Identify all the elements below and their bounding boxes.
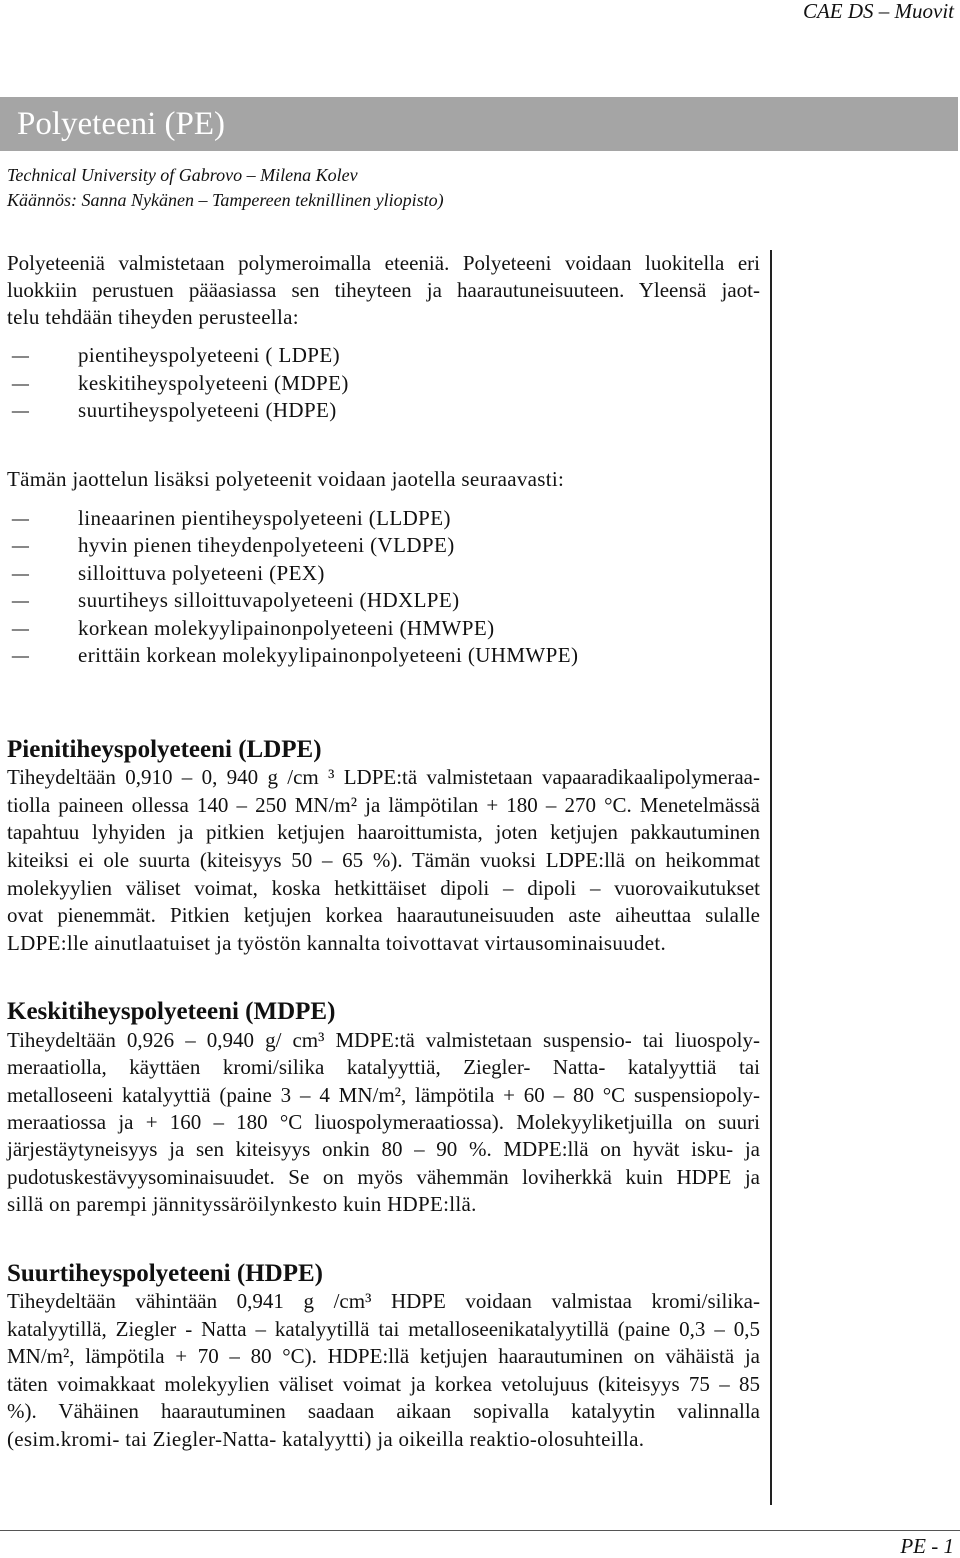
list-item-text: silloittuva polyeteeni (PEX) xyxy=(78,560,325,585)
hdpe-line: täten voimakkaat molekyylien väliset voimat ja korkea vetolujuus (kiteisyys 75 – 85 xyxy=(7,1371,760,1396)
mdpe-line: järjestäytyneisyys ja sen kiteisyys onkin 80 – 90 %. MDPE:llä on hyvät isku- ja xyxy=(7,1137,760,1162)
list-dash: – xyxy=(12,533,29,558)
list-item-text: hyvin pienen tiheydenpolyeteeni (VLDPE) xyxy=(78,533,455,558)
page-number: PE - 1 xyxy=(900,1534,954,1558)
list-dash: – xyxy=(12,642,29,667)
ldpe-paragraph xyxy=(7,764,760,958)
list-dash: – xyxy=(12,615,29,640)
intro-line: telu tehdään tiheyden perusteella: xyxy=(7,305,299,329)
list-item-text: suurtiheys silloittuvapolyeteeni (HDXLPE) xyxy=(78,588,460,613)
section-heading-mdpe: Keskitiheyspolyeteeni (MDPE) xyxy=(7,998,336,1025)
intro-line: luokkiin perustuen pääasiassa sen tiheyteen ja haarautuneisuuteen. Yleensä jaot- xyxy=(7,278,760,302)
mdpe-line: meraatiolla, käyttäen kromi/silika katalyyttiä, Ziegler- Natta- katalyyttiä tai xyxy=(7,1055,760,1080)
list-item xyxy=(12,397,752,425)
hdpe-line: (esim.kromi- tai Ziegler-Natta- katalyytti) ja oikeilla reaktio-olosuhteilla. xyxy=(7,1426,645,1451)
ldpe-line: tiolla paineen ollessa 140 – 250 MN/m² ja lämpötilan + 180 – 270 °C. Menetelmässä xyxy=(7,792,760,817)
section-heading-ldpe: Pienitiheyspolyeteeni (LDPE) xyxy=(7,736,322,763)
intro-paragraph xyxy=(7,250,760,331)
mdpe-line: metalloseeni katalyyttiä (paine 3 – 4 MN/m², lämpötila + 60 – 80 °C suspensiopoly- xyxy=(7,1082,760,1107)
hdpe-line: %). Vähäinen haarautuminen saadaan aikaan sopivalla katalyytin valinnalla xyxy=(7,1399,760,1424)
list-item-text: keskitiheyspolyeteeni (MDPE) xyxy=(78,370,349,395)
list-dash: – xyxy=(12,588,29,613)
mdpe-line: sillä on parempi jännityssäröilynkesto kuin HDPE:llä. xyxy=(7,1191,477,1216)
list-dash: – xyxy=(12,370,29,395)
mdpe-line: Tiheydeltään 0,926 – 0,940 g/ cm³ MDPE:tä valmistetaan suspensio- tai liuospoly- xyxy=(7,1028,760,1052)
list-item-text: erittäin korkean molekyylipainonpolyeteeni (UHMWPE) xyxy=(78,642,579,667)
intro-line: Polyeteeniä valmistetaan polymeroimalla eteeniä. Polyeteeni voidaan luokitella eri xyxy=(7,251,760,275)
ldpe-line: kiteiksi ei ole suurta (kiteisyys 50 – 65 %). Tämän vuoksi LDPE:llä on heikommat xyxy=(7,847,760,872)
more-types-intro-line: Tämän jaottelun lisäksi polyeteenit voidaan jaotella seuraavasti: xyxy=(7,467,565,491)
more-types-intro xyxy=(7,466,760,493)
density-type-list xyxy=(12,342,752,425)
list-dash: – xyxy=(12,343,29,367)
hdpe-line: Tiheydeltään vähintään 0,941 g /cm³ HDPE voidaan valmistaa kromi/silika- xyxy=(7,1289,760,1313)
mdpe-line: pudotuskestävyysominaisuudet. Se on myös vähemmän loviherkkä kuin HDPE ja xyxy=(7,1164,760,1189)
mdpe-line: meraatiossa ja + 160 – 180 °C liuospolymeraatiossa). Molekyyliketjuilla on suuri xyxy=(7,1109,760,1134)
list-item xyxy=(12,342,752,370)
list-dash: – xyxy=(12,560,29,585)
list-item xyxy=(12,642,752,669)
mdpe-paragraph xyxy=(7,1027,760,1218)
list-item-text: lineaarinen pientiheyspolyeteeni (LLDPE) xyxy=(78,506,451,530)
list-item-text: pientiheyspolyeteeni ( LDPE) xyxy=(78,343,340,367)
ldpe-line: tapahtuu lyhyiden ja pitkien ketjujen haaroittumista, joten ketjujen pakkautuminen xyxy=(7,820,760,845)
hdpe-line: katalyytillä, Ziegler - Natta – katalyytillä tai metalloseenikatalyytillä (paine 0,3 – 0,5 xyxy=(7,1316,760,1341)
list-item xyxy=(12,560,752,587)
ldpe-line: molekyylien väliset voimat, koska hetkittäiset dipoli – dipoli – vuorovaikutukset xyxy=(7,875,760,900)
list-item-text: korkean molekyylipainonpolyeteeni (HMWPE) xyxy=(78,615,495,640)
list-item xyxy=(12,532,752,559)
revision-change-bar xyxy=(770,250,772,1505)
hdpe-paragraph xyxy=(7,1288,760,1454)
list-dash: – xyxy=(12,506,29,530)
ldpe-line: Tiheydeltään 0,910 – 0, 940 g /cm ³ LDPE:tä valmistetaan vapaaradikaalipolymeraa- xyxy=(7,765,760,789)
list-item xyxy=(12,587,752,614)
footer-rule xyxy=(0,1530,960,1531)
list-item xyxy=(12,505,752,532)
list-item-text: suurtiheyspolyeteeni (HDPE) xyxy=(78,398,337,422)
list-dash: – xyxy=(12,398,29,422)
ldpe-line: LDPE:lle ainutlaatuiset ja työstön kannalta toivottavat virtausominaisuudet. xyxy=(7,930,667,955)
section-heading-hdpe: Suurtiheyspolyeteeni (HDPE) xyxy=(7,1260,323,1287)
title-band xyxy=(0,97,958,151)
list-item xyxy=(12,370,752,398)
more-type-list xyxy=(12,505,752,669)
credits xyxy=(7,163,444,213)
hdpe-line: MN/m², lämpötila + 70 – 80 °C). HDPE:llä ketjujen haarautuminen on vähäistä ja xyxy=(7,1344,760,1369)
list-item xyxy=(12,615,752,642)
credit-author: Technical University of Gabrovo – Milena Kolev xyxy=(7,165,358,185)
ldpe-line: ovat pienemmät. Pitkien ketjujen korkea haarautuneisuuden aste aiheuttaa sulalle xyxy=(7,903,760,928)
credit-translator: Käännös: Sanna Nykänen – Tampereen teknillinen yliopisto) xyxy=(7,190,444,210)
page-title: Polyeteeni (PE) xyxy=(17,106,226,142)
running-header: CAE DS – Muovit xyxy=(802,0,954,23)
